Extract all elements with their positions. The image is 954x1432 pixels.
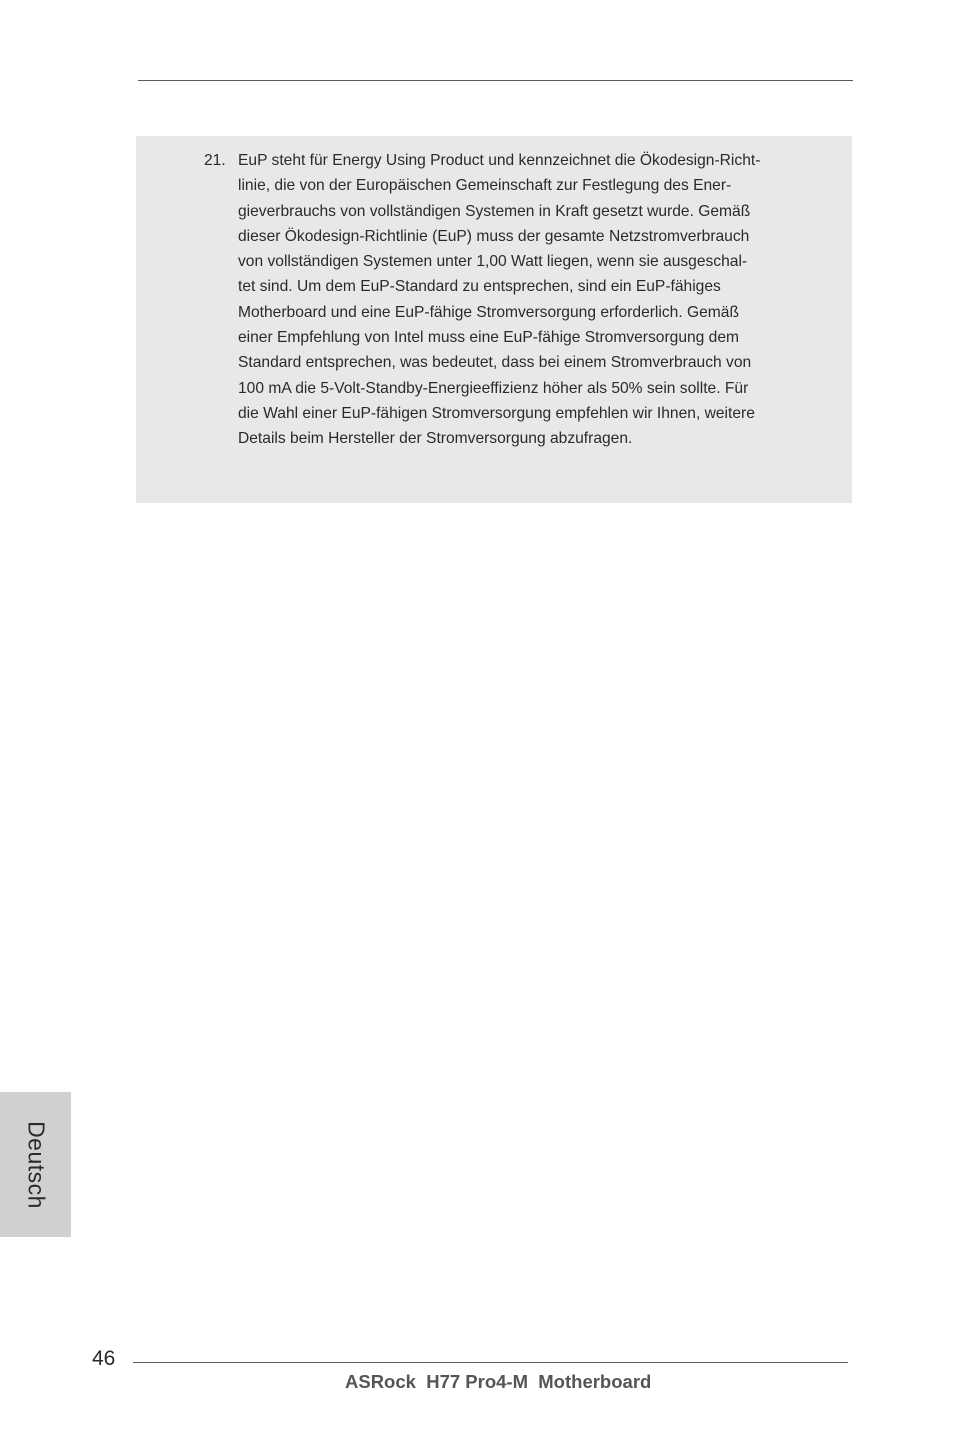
note-line: die Wahl einer EuP-fähigen Stromversorgung empfehlen wir Ihnen, weitere: [238, 404, 755, 422]
note-line: dieser Ökodesign-Richtlinie (EuP) muss der gesamte Netzstromverbrauch: [238, 227, 750, 245]
note-line: Standard entsprechen, was bedeutet, dass bei einem Stromverbrauch von: [238, 354, 752, 372]
language-label: Deutsch: [23, 1120, 49, 1209]
language-side-tab: [0, 1092, 71, 1237]
page-number: 46: [92, 1347, 116, 1370]
note-line: Motherboard und eine EuP-fähige Stromversorgung erforderlich. Gemäß: [238, 303, 739, 321]
footer-rule: [133, 1362, 848, 1363]
note-box: [136, 136, 852, 503]
note-text: [238, 148, 818, 452]
note-line: 100 mA die 5-Volt-Standby-Energieeffizienz höher als 50% sein sollte. Für: [238, 379, 749, 397]
header-rule: [138, 80, 853, 81]
note-line: tet sind. Um dem EuP-Standard zu entsprechen, sind ein EuP-fähiges: [238, 278, 721, 296]
note-line: gieverbrauchs von vollständigen Systemen in Kraft gesetzt wurde. Gemäß: [238, 202, 751, 220]
footer-product-title: ASRock H77 Pro4-M Motherboard: [345, 1371, 652, 1392]
note-line: von vollständigen Systemen unter 1,00 Watt liegen, wenn sie ausgeschal-: [238, 253, 748, 271]
note-line: EuP steht für Energy Using Product und kennzeichnet die Ökodesign-Richt-: [238, 152, 761, 169]
note-line: einer Empfehlung von Intel muss eine EuP-fähige Stromversorgung dem: [238, 329, 740, 347]
note-line: linie, die von der Europäischen Gemeinschaft zur Festlegung des Ener-: [238, 177, 732, 195]
note-line: Details beim Hersteller der Stromversorgung abzufragen.: [238, 430, 633, 448]
note-number: 21.: [204, 152, 226, 169]
